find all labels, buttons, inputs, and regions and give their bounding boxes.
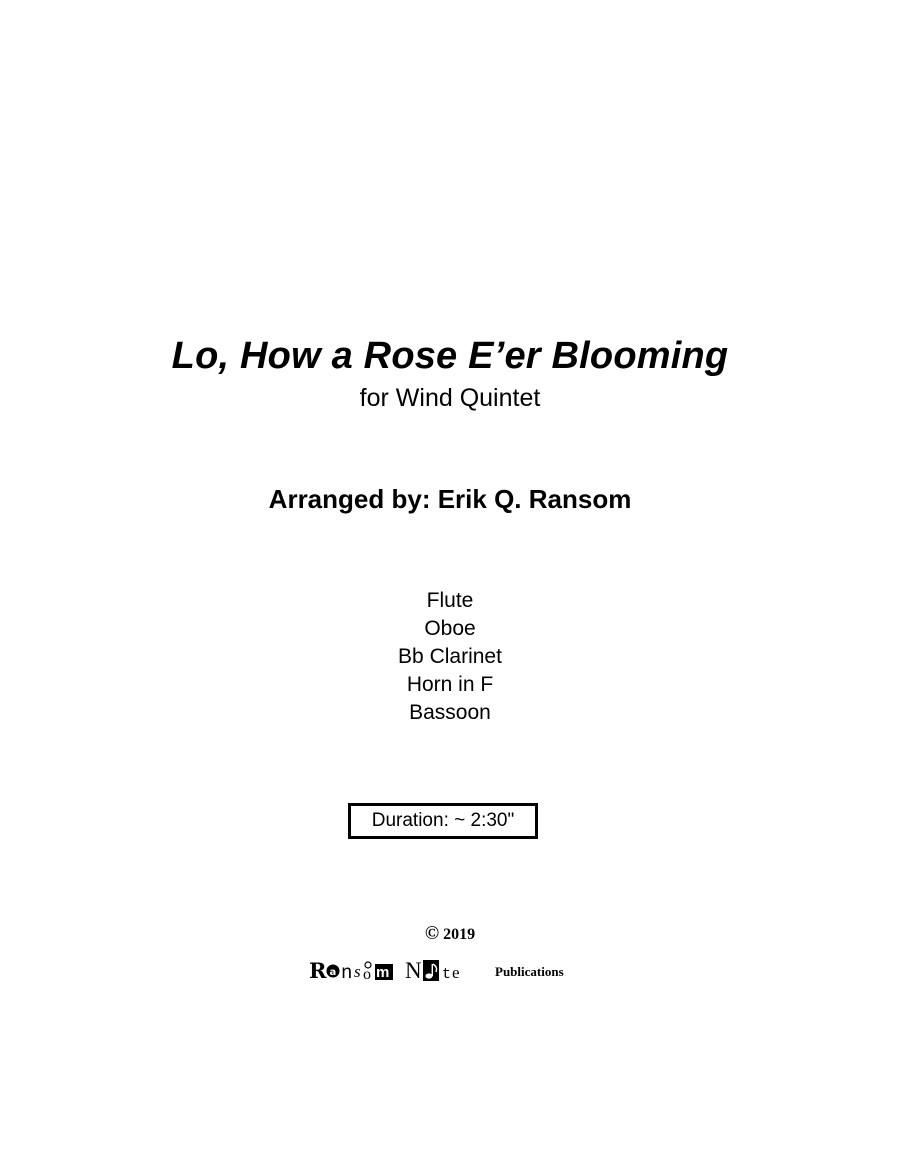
- svg-text:e: e: [452, 963, 460, 982]
- instrumentation-list: [0, 587, 900, 727]
- svg-text:n: n: [341, 962, 353, 984]
- copyright-notice: [0, 924, 900, 945]
- ensemble-subtitle: for Wind Quintet: [359, 384, 541, 412]
- svg-text:m: m: [376, 964, 390, 981]
- instrument-item: Oboe: [424, 617, 476, 640]
- piece-title: Lo, How a Rose E’er Blooming: [171, 335, 729, 377]
- arranger-credit: Arranged by: Erik Q. Ransom: [268, 484, 632, 514]
- instrument-item: Flute: [426, 589, 474, 612]
- duration-box: Duration: ~ 2:30": [348, 803, 538, 839]
- instrument-item: Bb Clarinet: [398, 645, 502, 668]
- svg-text:N: N: [405, 958, 422, 983]
- svg-text:s: s: [354, 962, 361, 981]
- svg-text:t: t: [442, 966, 452, 983]
- copyright-year: 2019: [443, 926, 476, 943]
- ransom-note-logo-graphic: [309, 956, 485, 984]
- instrument-item: Bassoon: [409, 701, 491, 724]
- svg-text:a: a: [329, 967, 337, 978]
- svg-text:o: o: [363, 966, 371, 983]
- svg-text:R: R: [309, 958, 327, 983]
- copyright-icon: ©: [424, 923, 440, 944]
- instrument-item: Horn in F: [406, 673, 494, 696]
- publisher-label: Publications: [495, 964, 564, 979]
- publisher-line: [309, 954, 599, 984]
- ransom-note-logo: [309, 956, 485, 984]
